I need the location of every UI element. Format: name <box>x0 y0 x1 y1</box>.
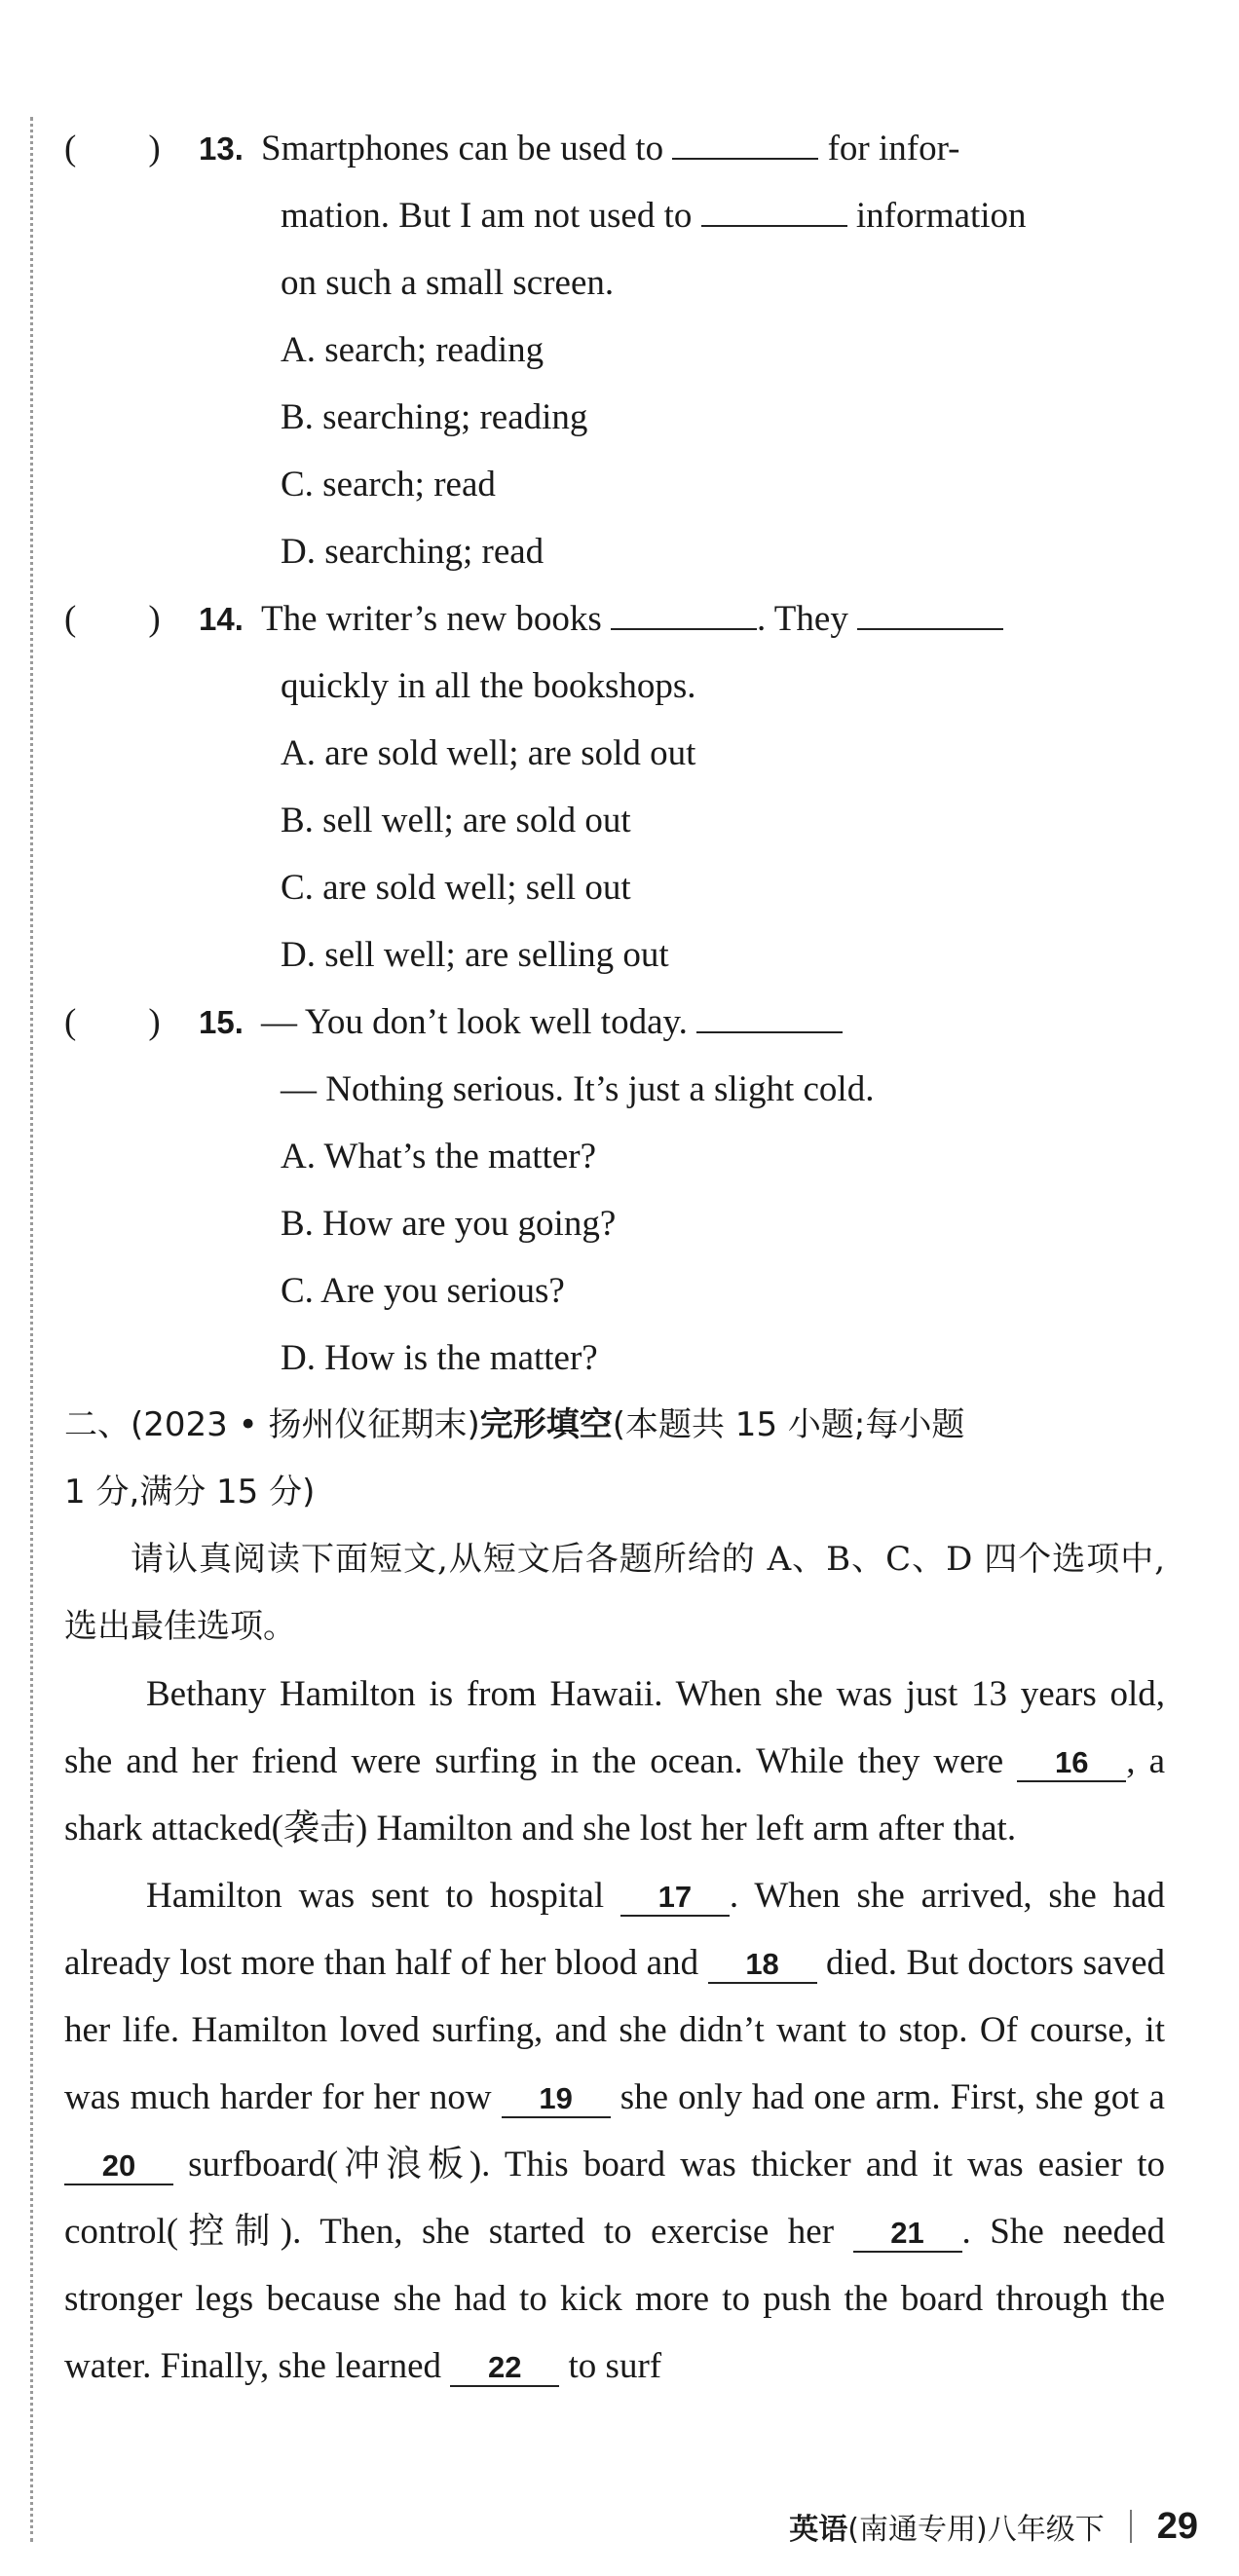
footer-title: 英语(南通专用)八年级下 <box>789 2513 1105 2547</box>
option-d[interactable]: D. sell well; are selling out <box>281 935 669 975</box>
option-b[interactable]: B. How are you going? <box>281 1204 617 1244</box>
question-stem: Smartphones can be used to for infor- <box>261 129 960 168</box>
section-note: (本题共 15 小题;每小题 <box>612 1405 965 1444</box>
numbered-blank-19[interactable]: 19 <box>502 2081 611 2118</box>
section-instruction: 请认真阅读下面短文,从短文后各题所给的 A、B、C、D 四个选项中,选出最佳选项。 <box>64 1540 1165 1646</box>
blank[interactable] <box>672 131 818 160</box>
question-stem-line: quickly in all the bookshops. <box>281 666 696 706</box>
question-13 <box>64 115 1165 585</box>
numbered-blank-21[interactable]: 21 <box>853 2216 962 2253</box>
option-c[interactable]: C. Are you serious? <box>281 1271 565 1311</box>
option-b[interactable]: B. sell well; are sold out <box>281 801 631 840</box>
answer-bracket[interactable]: ( ) <box>64 599 161 639</box>
answer-bracket[interactable]: ( ) <box>64 129 161 168</box>
option-a[interactable]: A. are sold well; are sold out <box>281 733 696 773</box>
footer-divider <box>1130 2510 1132 2543</box>
option-a[interactable]: A. search; reading <box>281 330 544 370</box>
numbered-blank-20[interactable]: 20 <box>64 2148 173 2185</box>
question-stem-line: on such a small screen. <box>281 263 615 303</box>
numbered-blank-16[interactable]: 16 <box>1017 1745 1126 1782</box>
option-c[interactable]: C. search; read <box>281 465 496 504</box>
page-content <box>64 115 1165 2400</box>
question-number: 14. <box>199 601 244 637</box>
option-b[interactable]: B. searching; reading <box>281 397 588 437</box>
question-stem: The writer’s new books . They <box>261 585 1165 653</box>
option-c[interactable]: C. are sold well; sell out <box>281 868 631 908</box>
section-title: 完形填空 <box>479 1405 613 1444</box>
passage-paragraph-2: Hamilton was sent to hospital 17 . When she arrived, she had already lost more than half of her blood and 18 died. But doctors saved her life. Hamilton loved surfing, and she didn’t want to stop. Of course, it was much harder for her now 19 she only had one arm. First, she got a 20 surfboard(冲浪板). This board was thicker and it was easier to control(控制). Then, she started to exercise her 21 . She needed stronger legs because she had to kick more to push the board through the water. Finally, she learned 22 to surf <box>64 1876 1166 2386</box>
question-14 <box>64 585 1165 989</box>
blank[interactable] <box>696 1004 843 1033</box>
question-number: 15. <box>199 1004 244 1040</box>
option-a[interactable]: A. What’s the matter? <box>281 1137 596 1176</box>
question-15 <box>64 989 1165 1392</box>
numbered-blank-22[interactable]: 22 <box>450 2350 559 2387</box>
section-heading <box>64 1392 1165 1459</box>
blank[interactable] <box>857 601 1003 630</box>
answer-bracket[interactable]: ( ) <box>64 1002 161 1042</box>
passage-paragraph-1: Bethany Hamilton is from Hawaii. When she was just 13 years old, she and her friend were surfing in the ocean. While they were 16 , a shark attacked(袭击) Hamilton and she lost her left arm after that. <box>64 1674 1165 1848</box>
section-note-line: 1 分,满分 15 分) <box>64 1473 316 1512</box>
question-stem-line: — Nothing serious. It’s just a slight cold. <box>281 1069 875 1109</box>
question-stem: — You don’t look well today. <box>261 989 1165 1056</box>
option-d[interactable]: D. searching; read <box>281 532 544 572</box>
question-number: 13. <box>199 131 244 167</box>
blank[interactable] <box>701 198 847 227</box>
numbered-blank-18[interactable]: 18 <box>708 1947 817 1984</box>
option-d[interactable]: D. How is the matter? <box>281 1338 598 1378</box>
blank[interactable] <box>611 601 757 630</box>
binding-margin-line <box>30 117 33 2542</box>
question-stem-line: mation. But I am not used to information <box>281 196 1027 236</box>
page-footer <box>789 2505 1198 2548</box>
page-number: 29 <box>1156 2505 1198 2547</box>
section-source: 二、(2023 • 扬州仪征期末) <box>64 1405 480 1444</box>
numbered-blank-17[interactable]: 17 <box>620 1880 730 1917</box>
